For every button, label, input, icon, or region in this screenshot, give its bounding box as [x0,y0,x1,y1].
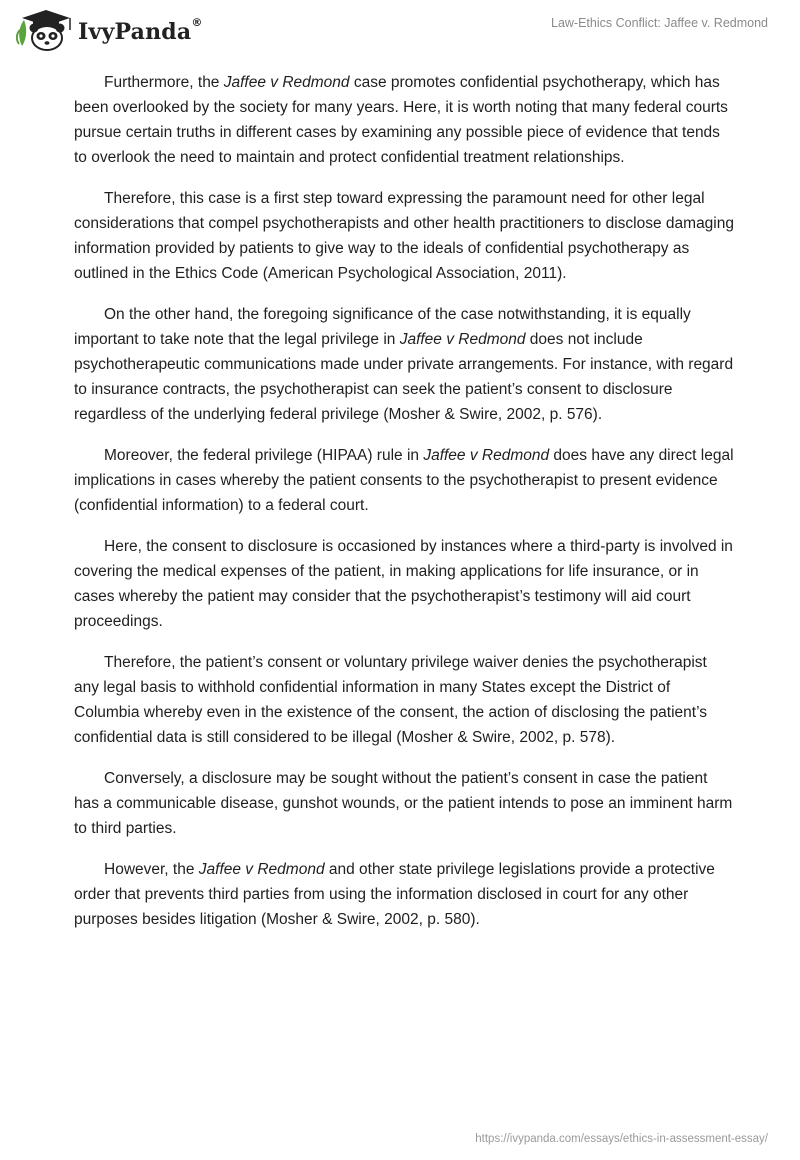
paragraph: Here, the consent to disclosure is occasioned by instances where a third-party is involved in covering the medical expenses of the patient, in making applications for life insurance, or in cases whereby the patient may consider that the psychotherapist’s testimony will aid court proceedings. [74,538,733,630]
paragraph: Furthermore, the Jaffee v Redmond case promotes confidential psychotherapy, which has been overlooked by the society for many years. Here, it is worth noting that many federal courts pursue certain truths in different cases by examining any possible piece of evidence that tends to overlook the need to maintain and protect confidential treatment relationships. [74,74,728,166]
document-title: Law-Ethics Conflict: Jaffee v. Redmond [551,16,768,30]
paragraph: Moreover, the federal privilege (HIPAA) rule in Jaffee v Redmond does have any direct legal implications in cases whereby the patient consents to the psychotherapist to present evidence (confidential information) to a federal court. [74,447,734,514]
brand-name: IvyPanda® [78,16,203,45]
page-header [0,0,800,70]
essay-body [74,70,734,948]
paragraph: Therefore, this case is a first step toward expressing the paramount need for other legal considerations that compel psychotherapists and other health practitioners to disclose damaging information provided by patients to give way to the ideals of confidential psychotherapy as outlined in the Ethics Code (American Psychological Association, 2011). [74,190,734,282]
paragraph: On the other hand, the foregoing significance of the case notwithstanding, it is equally important to take note that the legal privilege in Jaffee v Redmond does not include psychotherapeutic communications made under private arrangements. For instance, with regard to insurance contracts, the psychotherapist can seek the patient’s consent to disclosure regardless of the underlying federal privilege (Mosher & Swire, 2002, p. 576). [74,306,734,423]
panda-graduate-icon [16,8,74,52]
paragraph: Therefore, the patient’s consent or voluntary privilege waiver denies the psychotherapist any legal basis to withhold confidential information in many States except the District of Columbia whereby even in the existence of the consent, the action of disclosing the patient’s confidential data is still considered to be illegal (Mosher & Swire, 2002, p. 578). [74,654,708,746]
paragraph: Conversely, a disclosure may be sought without the patient’s consent in case the patient has a communicable disease, gunshot wounds, or the patient intends to pose an imminent harm to third parties. [74,770,733,837]
source-url[interactable]: https://ivypanda.com/essays/ethics-in-assessment-essay/ [475,1133,768,1145]
paragraph: However, the Jaffee v Redmond and other state privilege legislations provide a protective order that prevents third parties from using the information disclosed in court for any other purposes besides litigation (Mosher & Swire, 2002, p. 580). [74,861,715,928]
ivypanda-logo[interactable] [16,8,203,52]
